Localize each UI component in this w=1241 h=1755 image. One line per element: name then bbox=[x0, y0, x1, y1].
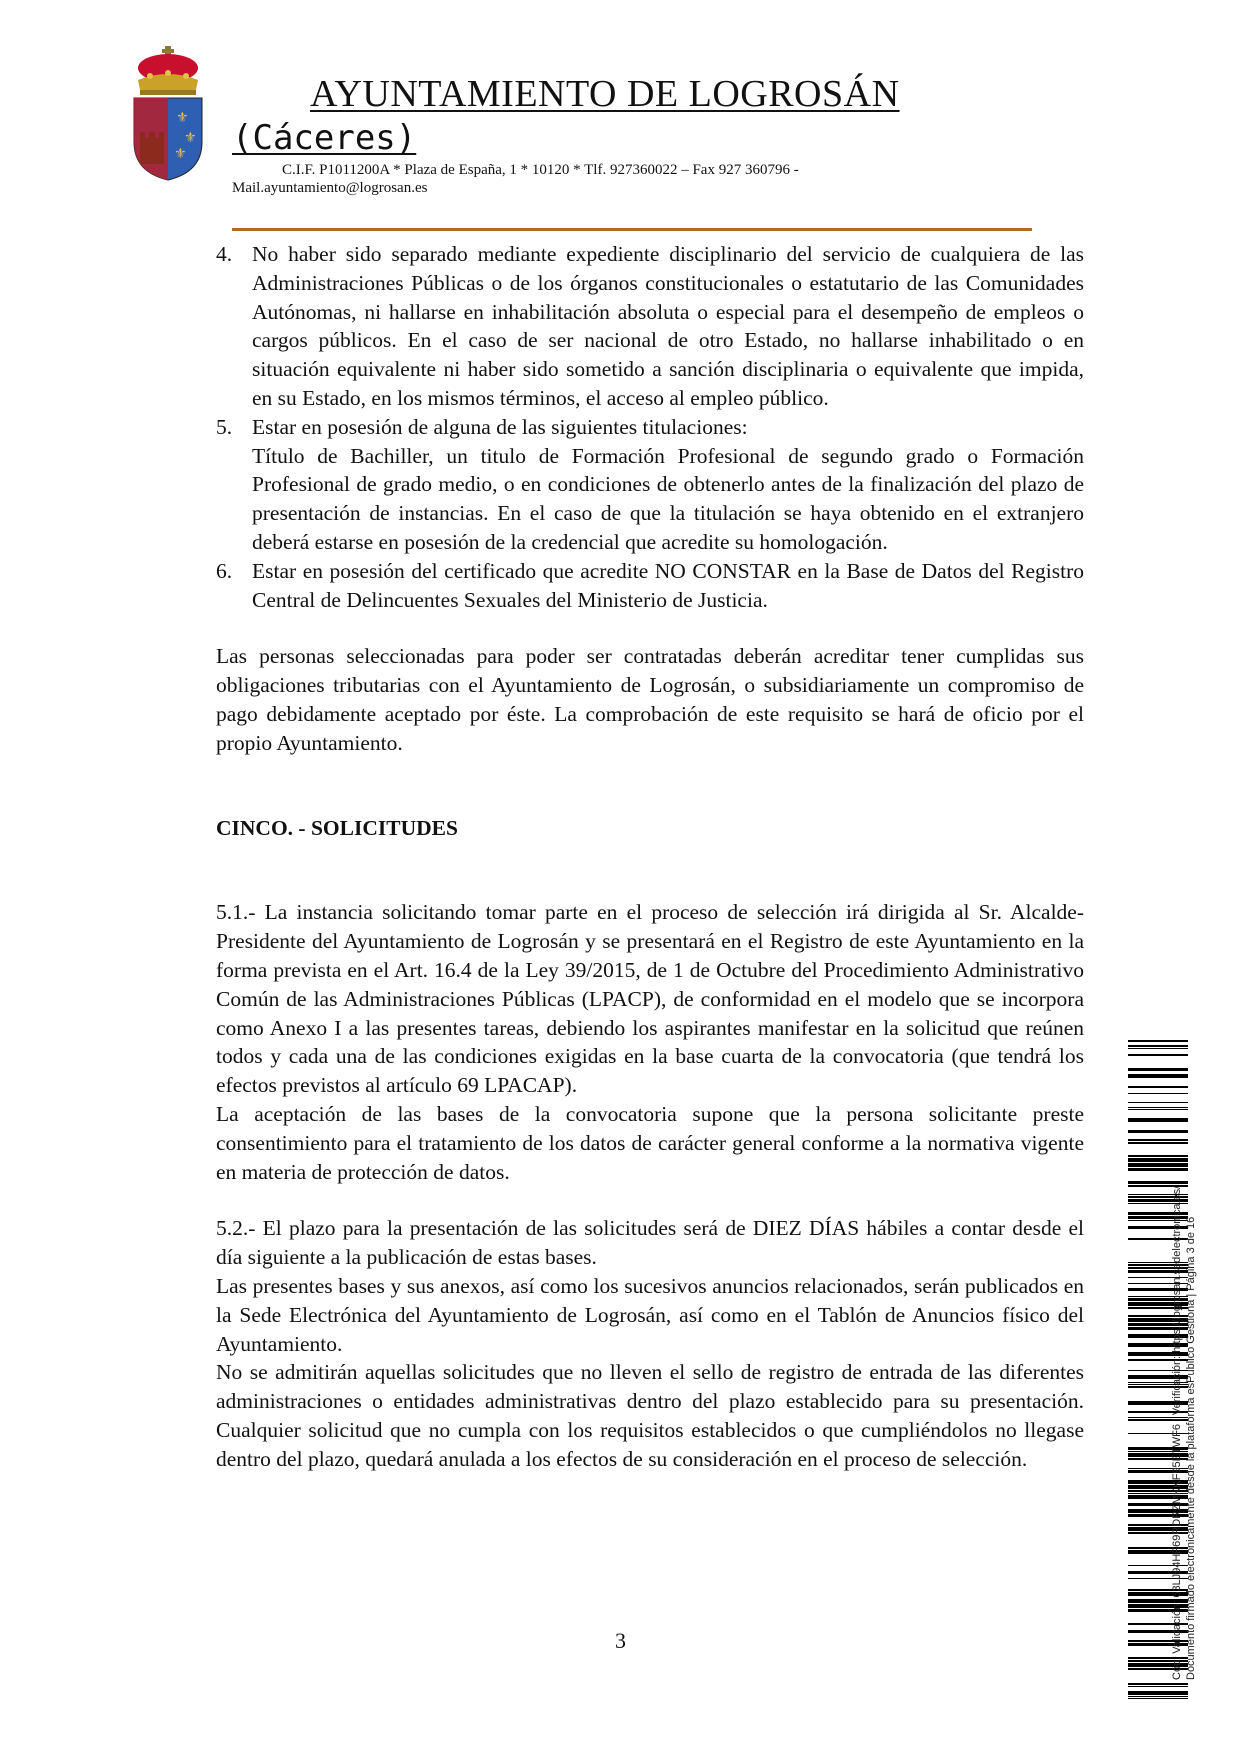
requirement-item bbox=[216, 413, 1084, 557]
requirement-detail: Título de Bachiller, un titulo de Formación Profesional de segundo grado o Formación Profesional de grado medio, o en condiciones de obtenerlo antes de la finalización del plazo de presentación de instancias. En el caso de que la titulación se haya obtenido en el extranjero deberá estarse en posesión de la credencial que acredite su homologación. bbox=[252, 443, 1084, 554]
verification-footer bbox=[1170, 1120, 1198, 1680]
requirements-list bbox=[216, 240, 1084, 614]
requirement-number: 4. bbox=[216, 242, 233, 266]
contact-info: C.I.F. P1011200A * Plaza de España, 1 * 10120 * Tlf. 927360022 – Fax 927 360796 - bbox=[282, 162, 799, 178]
verification-code: Cód. Validación: 63LJ94HF69RDRZMKKF95ETWF6 | Verificación: https://logrosan.sedelectronica.es/ bbox=[1171, 1185, 1183, 1680]
signature-note: Documento firmado electrónicamente desde la plataforma esPublico Gestiona | Página 3 de 16 bbox=[1185, 1216, 1197, 1680]
requirement-number: 6. bbox=[216, 558, 233, 583]
paragraph-5-2: 5.2.- El plazo para la presentación de las solicitudes será de DIEZ DÍAS hábiles a contar desde el día siguiente a la publicación de estas bases. bbox=[216, 1216, 1084, 1270]
requirement-text: No haber sido separado mediante expediente disciplinario del servicio de cualquiera de las Administraciones Públicas o de los órganos constitucionales o estatutario de las Comunidades Autónomas, ni hallarse en inhabilitación absoluta o especial para el desempeño de empleos o cargos públicos. En el caso de ser nacional de otro Estado, no hallarse inhabilitado o en situación equivalente ni haber sido sometido a sanción disciplinaria o equivalente que impida, en su Estado, en los mismos términos, el acceso al empleo público. bbox=[252, 242, 1084, 410]
paragraph-5-1-consent: La aceptación de las bases de la convocatoria supone que la persona solicitante preste consentimiento para el tratamiento de los datos de carácter general conforme a la normativa vigente en materia de protección de datos. bbox=[216, 1101, 1084, 1184]
requirement-text: Estar en posesión de alguna de las siguientes titulaciones: bbox=[252, 414, 748, 439]
requirement-item bbox=[216, 240, 1084, 413]
svg-text:⚜: ⚜ bbox=[176, 110, 189, 126]
paragraph-5-1: 5.1.- La instancia solicitando tomar parte en el proceso de selección irá dirigida al Sr. Alcalde-Presidente del Ayuntamiento de Logrosán y se presentará en el Registro de este Ayuntamiento en la forma prevista en el Art. 16.4 de la Ley 39/2015, de 1 de Octubre del Procedimiento Administrativo Común de las Administraciones Públicas (LPACP), de conformidad en el modelo que se incorpora como Anexo I a las presentes tareas, debiendo los aspirantes manifestar en la solicitud que reúnen todos y cada una de las condiciones exigidas en la base cuarta de la convocatoria (que tendrá los efectos previstos al artículo 69 LPACAP). bbox=[216, 900, 1084, 1098]
page-title: AYUNTAMIENTO DE LOGROSÁN bbox=[310, 73, 900, 115]
paragraph-5-2-publication: Las presentes bases y sus anexos, así como los sucesivos anuncios relacionados, serán publicados en la Sede Electrónica del Ayuntamiento de Logrosán, así como en el Tablón de Anuncios físico del Ayuntamiento. bbox=[216, 1273, 1084, 1356]
svg-text:⚜: ⚜ bbox=[184, 130, 197, 146]
requirement-number: 5. bbox=[216, 414, 233, 439]
document-body bbox=[216, 240, 1084, 1473]
requirement-text: Estar en posesión del certificado que acredite NO CONSTAR en la Base de Datos del Registro Central de Delincuentes Sexuales del Ministerio de Justicia. bbox=[252, 558, 1084, 612]
page-number: 3 bbox=[615, 1628, 626, 1653]
section-heading: CINCO. - SOLICITUDES bbox=[216, 815, 458, 840]
svg-text:⚜: ⚜ bbox=[174, 146, 187, 162]
page-subtitle: (Cáceres) bbox=[232, 118, 417, 158]
paragraph-5-2-admission: No se admitirán aquellas solicitudes que no lleven el sello de registro de entrada de las diferentes administraciones o entidades administrativas dentro del plazo establecido para su presentación. Cualquier solicitud que no cumpla con los requisitos establecidos o que cumpliéndolos no llegase dentro del plazo, quedará anulada a los efectos de su consideración en el proceso de selección. bbox=[216, 1360, 1084, 1471]
header-divider bbox=[232, 228, 1032, 231]
obligations-paragraph: Las personas seleccionadas para poder ser contratadas deberán acreditar tener cumplidas sus obligaciones tributarias con el Ayuntamiento de Logrosán, o subsidiariamente un compromiso de pago debidamente aceptado por éste. La comprobación de este requisito se hará de oficio por el propio Ayuntamiento. bbox=[216, 644, 1084, 755]
contact-mail: Mail.ayuntamiento@logrosan.es bbox=[232, 180, 428, 196]
requirement-item bbox=[216, 557, 1084, 615]
coat-of-arms-icon bbox=[130, 46, 206, 182]
